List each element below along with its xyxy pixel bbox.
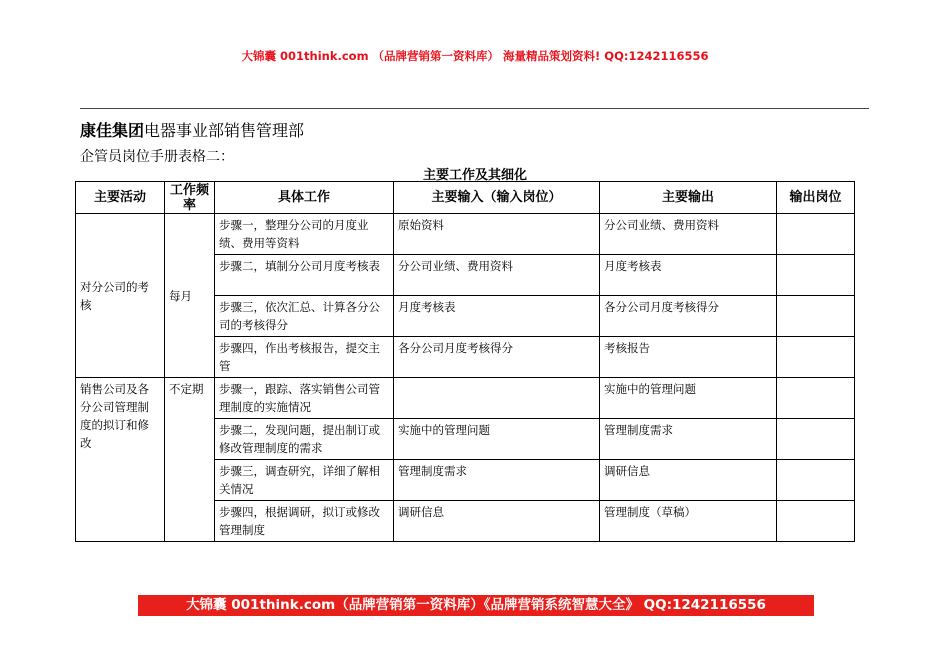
- input-cell: 调研信息: [394, 501, 600, 542]
- header-output-post: 输出岗位: [777, 182, 855, 214]
- output-cell: 管理制度（草稿）: [600, 501, 777, 542]
- post-cell: [777, 337, 855, 378]
- output-cell: 考核报告: [600, 337, 777, 378]
- header-output: 主要输出: [600, 182, 777, 214]
- task-cell: 步骤四，作出考核报告，提交主管: [215, 337, 394, 378]
- header-task: 具体工作: [215, 182, 394, 214]
- post-cell: [777, 378, 855, 419]
- activity-cell: 销售公司及各分公司管理制度的拟订和修改: [76, 378, 165, 542]
- input-cell: 实施中的管理问题: [394, 419, 600, 460]
- table-caption: 主要工作及其细化: [422, 168, 527, 183]
- table-header-row: [76, 182, 855, 214]
- output-cell: 实施中的管理问题: [600, 378, 777, 419]
- department-name: 电器事业部销售管理部: [144, 121, 305, 140]
- top-banner: 大锦囊 001think.com （品牌营销第一资料库） 海量精品策划资料! QQ:1242116556: [241, 49, 709, 63]
- post-cell: [777, 419, 855, 460]
- table-row: [76, 378, 855, 419]
- output-cell: 分公司业绩、费用资料: [600, 214, 777, 255]
- input-cell: 分公司业绩、费用资料: [394, 255, 600, 296]
- input-cell: 月度考核表: [394, 296, 600, 337]
- input-cell: [394, 378, 600, 419]
- post-cell: [777, 255, 855, 296]
- task-cell: 步骤一，整理分公司的月度业绩、费用等资料: [215, 214, 394, 255]
- output-cell: 管理制度需求: [600, 419, 777, 460]
- output-cell: 各分公司月度考核得分: [600, 296, 777, 337]
- output-cell: 调研信息: [600, 460, 777, 501]
- task-cell: 步骤二，发现问题，提出制订或修改管理制度的需求: [215, 419, 394, 460]
- header-input: 主要输入（输入岗位）: [394, 182, 600, 214]
- post-cell: [777, 501, 855, 542]
- task-cell: 步骤三，调查研究，详细了解相关情况: [215, 460, 394, 501]
- activity-cell: 对分公司的考核: [76, 214, 165, 378]
- header-frequency: 工作频率: [165, 182, 215, 214]
- form-subtitle: 企管员岗位手册表格二：: [80, 149, 234, 165]
- post-cell: [777, 214, 855, 255]
- page-title: [80, 118, 304, 141]
- header-activity: 主要活动: [76, 182, 165, 214]
- company-name: 康佳集团: [80, 121, 145, 140]
- header-rule: [80, 108, 869, 109]
- input-cell: 原始资料: [394, 214, 600, 255]
- input-cell: 管理制度需求: [394, 460, 600, 501]
- table-row: [76, 214, 855, 255]
- work-detail-table: [75, 181, 855, 542]
- post-cell: [777, 460, 855, 501]
- input-cell: 各分公司月度考核得分: [394, 337, 600, 378]
- task-cell: 步骤二，填制分公司月度考核表: [215, 255, 394, 296]
- post-cell: [777, 296, 855, 337]
- bottom-banner[interactable]: 大锦囊 001think.com（品牌营销第一资料库）《品牌营销系统智慧大全》 QQ:1242116556: [138, 595, 814, 616]
- task-cell: 步骤三，依次汇总、计算各分公司的考核得分: [215, 296, 394, 337]
- frequency-cell: 每月: [165, 214, 215, 378]
- frequency-cell: 不定期: [165, 378, 215, 542]
- task-cell: 步骤四，根据调研，拟订或修改管理制度: [215, 501, 394, 542]
- output-cell: 月度考核表: [600, 255, 777, 296]
- task-cell: 步骤一，跟踪、落实销售公司管理制度的实施情况: [215, 378, 394, 419]
